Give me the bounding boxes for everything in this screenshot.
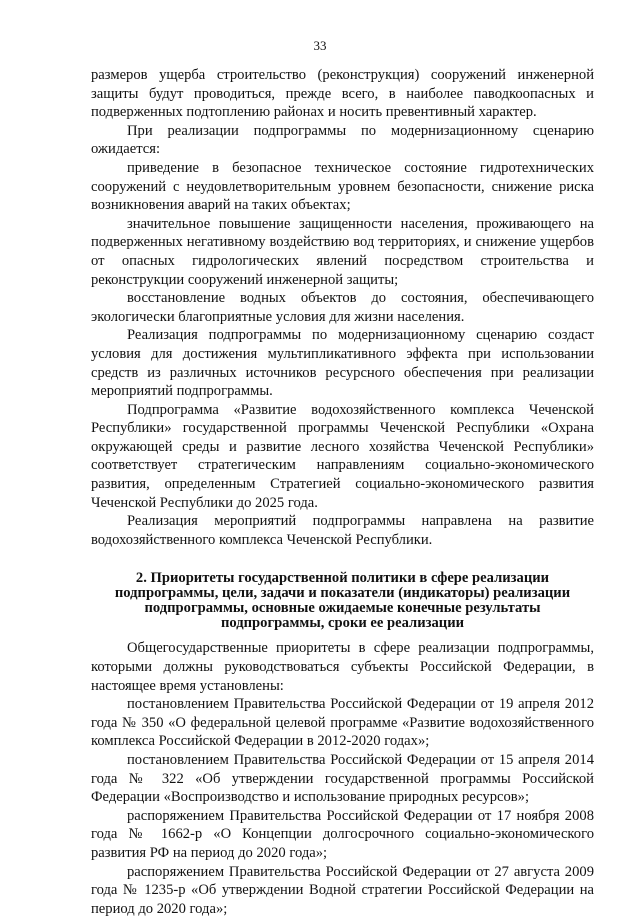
paragraph: распоряжением Правительства Российской Федерации от 17 ноября 2008 года № 1662-р «О Концепции долгосрочного социально-экономического развития РФ на период до 2020 года»; bbox=[91, 807, 594, 861]
paragraph: размеров ущерба строительство (реконструкция) сооружений инженерной защиты будут проводиться, прежде всего, в наиболее паводкоопасных и подверженных подтоплению районах и носить превентивный характер. bbox=[91, 67, 594, 121]
paragraph: значительное повышение защищенности населения, проживающего на подверженных негативному воздействию вод территориях, и снижение ущербов от опасных гидрологических явлений посредством строительства и реконструкции сооружений инженерной защиты; bbox=[91, 215, 594, 288]
paragraph: приведение в безопасное техническое состояние гидротехнических сооружений с неудовлетворительным уровнем безопасности, снижение риска возникновения аварий на таких объектах; bbox=[91, 159, 594, 214]
paragraph: постановлением Правительства Российской Федерации от 15 апреля 2014 года № 322 «Об утверждении государственной программы Российской Федерации «Воспроизводство и использование природных ресурсов»; bbox=[91, 752, 594, 806]
paragraph: распоряжением Правительства Российской Федерации от 27 августа 2009 года № 1235-р «Об утверждении Водной стратегии Российской Федерации на период до 2020 года»; bbox=[91, 863, 594, 917]
paragraph: Подпрограмма «Развитие водохозяйственного комплекса Чеченской Республики» государственной программы Чеченской Республики «Охрана окружающей среды и развитие лесного хозяйства Чеченской Республики» соответствует стратегическим направлениям социально-экономического развития, определенным Стратегией социально-экономического развития Чеченской Республики до 2025 года. bbox=[91, 401, 594, 511]
paragraph: постановлением Правительства Российской Федерации от 19 апреля 2012 года № 350 «О федеральной целевой программе «Развитие водохозяйственного комплекса Российской Федерации в 2012-2020 годах»; bbox=[91, 696, 594, 750]
paragraph: Реализация мероприятий подпрограммы направлена на развитие водохозяйственного комплекса Чеченской Республики. bbox=[91, 513, 594, 548]
document-body bbox=[91, 66, 594, 918]
paragraph: При реализации подпрограммы по модернизационному сценарию ожидается: bbox=[91, 122, 594, 158]
page-number: 33 bbox=[313, 38, 327, 53]
paragraph: восстановление водных объектов до состояния, обеспечивающего экологически благоприятные условия для жизни населения. bbox=[91, 290, 594, 325]
section-heading: 2. Приоритеты государственной политики в сфере реализации подпрограммы, цели, задачи и показатели (индикаторы) реализации подпрограммы, основные ожидаемые конечные результаты подпрограммы, сроки ее реализации bbox=[114, 570, 571, 632]
paragraph: Реализация подпрограммы по модернизационному сценарию создаст условия для достижения мультипликативного эффекта при использовании средств из различных источников ресурсного обеспечения при реализации мероприятий подпрограммы. bbox=[91, 327, 594, 400]
paragraph: Общегосударственные приоритеты в сфере реализации подпрограммы, которыми должны руководствоваться субъекты Российской Федерации, в настоящее время установлены: bbox=[91, 640, 594, 694]
